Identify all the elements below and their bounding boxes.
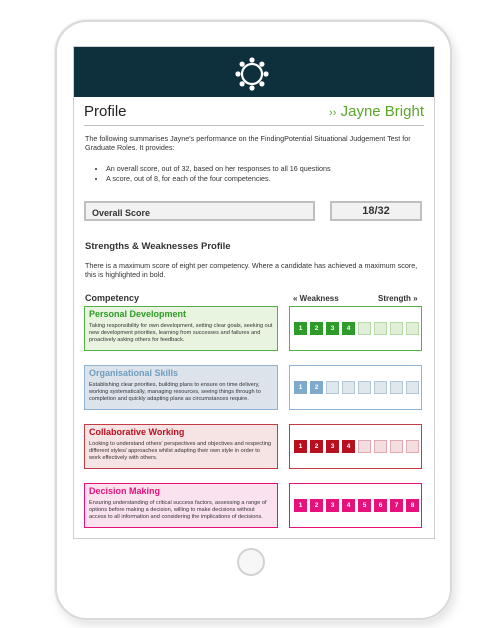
- header-bar: [74, 47, 434, 97]
- logo-icon: [232, 54, 272, 94]
- intro-bullets: [94, 164, 426, 184]
- score-cell-filled: 1: [294, 381, 307, 394]
- profile-description: There is a maximum score of eight per competency. Where a candidate has achieved a maximum score, this is highlighted in bold.: [85, 261, 418, 279]
- competency-score-bar: [289, 306, 422, 351]
- score-cell-filled: 8: [406, 499, 419, 512]
- page-title: Profile: [84, 103, 127, 120]
- score-cell-filled: 6: [374, 499, 387, 512]
- score-cell-filled: 1: [294, 499, 307, 512]
- competency-name: Personal Development: [89, 309, 187, 319]
- score-cell-filled: 2: [310, 499, 323, 512]
- candidate-name-text: Jayne Bright: [340, 103, 424, 120]
- competency-card: [84, 483, 278, 528]
- score-cell-empty: [342, 381, 355, 394]
- competency-card: [84, 365, 278, 410]
- competency-score-bar: [289, 424, 422, 469]
- score-cell-filled: 4: [342, 322, 355, 335]
- home-button[interactable]: [237, 548, 265, 576]
- competency-score-bar: [289, 483, 422, 528]
- score-cell-filled: 2: [310, 440, 323, 453]
- score-cell-empty: [406, 381, 419, 394]
- score-cell-empty: [374, 381, 387, 394]
- competency-name: Decision Making: [89, 486, 161, 496]
- competency-name: Organisational Skills: [89, 368, 179, 378]
- overall-score-value: 18/32: [330, 201, 422, 221]
- competency-name: Collaborative Working: [89, 427, 185, 437]
- score-cell-empty: [390, 440, 403, 453]
- intro-text: The following summarises Jayne's performance on the FindingPotential Situational Judgement Test for Graduate Roles. It provides:: [85, 134, 411, 152]
- score-cell-empty: [390, 381, 403, 394]
- title-row: [84, 103, 424, 126]
- candidate-name: [329, 103, 424, 120]
- competency-description: Establishing clear priorities, building plans to ensure on time delivery, working systematically, managing resources, seeing things through to completion and quickly adapting plans as circumstances require.: [89, 382, 261, 402]
- chevron-right-icon: ››: [329, 107, 337, 119]
- score-cell-empty: [390, 322, 403, 335]
- report-screen: [73, 46, 435, 539]
- score-cell-filled: 5: [358, 499, 371, 512]
- competency-description: Taking responsibility for own development, setting clear goals, seeking out new development priorities, learning from successes and failures and proactively asking others for feedback.: [89, 323, 273, 343]
- score-cell-filled: 4: [342, 440, 355, 453]
- competency-description: Ensuring understanding of critical success factors, assessing a range of options before making a decision, willing to make decisions without access to all information and considering the implications of decisions.: [89, 500, 267, 520]
- competency-score-bar: [289, 365, 422, 410]
- score-cell-empty: [326, 381, 339, 394]
- bullet-item: • A score, out of 8, for each of the four competencies.: [106, 174, 426, 184]
- competency-column-header: Competency: [85, 293, 140, 303]
- strength-header: Strength »: [378, 294, 418, 303]
- bullet-item: • An overall score, out of 32, based on her responses to all 16 questions: [106, 164, 426, 174]
- score-cell-empty: [374, 322, 387, 335]
- profile-heading: Strengths & Weaknesses Profile: [85, 241, 231, 252]
- competency-description: Looking to understand others' perspectives and objectives and respecting different styles/ approaches whilst adapting their own style in order to work effectively with others.: [89, 441, 272, 461]
- score-cell-empty: [406, 440, 419, 453]
- competency-card: [84, 424, 278, 469]
- score-cell-empty: [358, 322, 371, 335]
- score-cell-filled: 1: [294, 440, 307, 453]
- score-cell-filled: 2: [310, 381, 323, 394]
- competency-card: [84, 306, 278, 351]
- score-cell-empty: [406, 322, 419, 335]
- score-cell-filled: 3: [326, 499, 339, 512]
- score-cell-filled: 7: [390, 499, 403, 512]
- score-cell-filled: 2: [310, 322, 323, 335]
- weakness-header: « Weakness: [293, 294, 339, 303]
- score-cell-filled: 1: [294, 322, 307, 335]
- score-cell-filled: 3: [326, 440, 339, 453]
- score-cell-filled: 3: [326, 322, 339, 335]
- score-cell-empty: [358, 440, 371, 453]
- score-cell-empty: [374, 440, 387, 453]
- score-cell-filled: 4: [342, 499, 355, 512]
- score-cell-empty: [358, 381, 371, 394]
- overall-score-label: Overall Score: [84, 201, 315, 221]
